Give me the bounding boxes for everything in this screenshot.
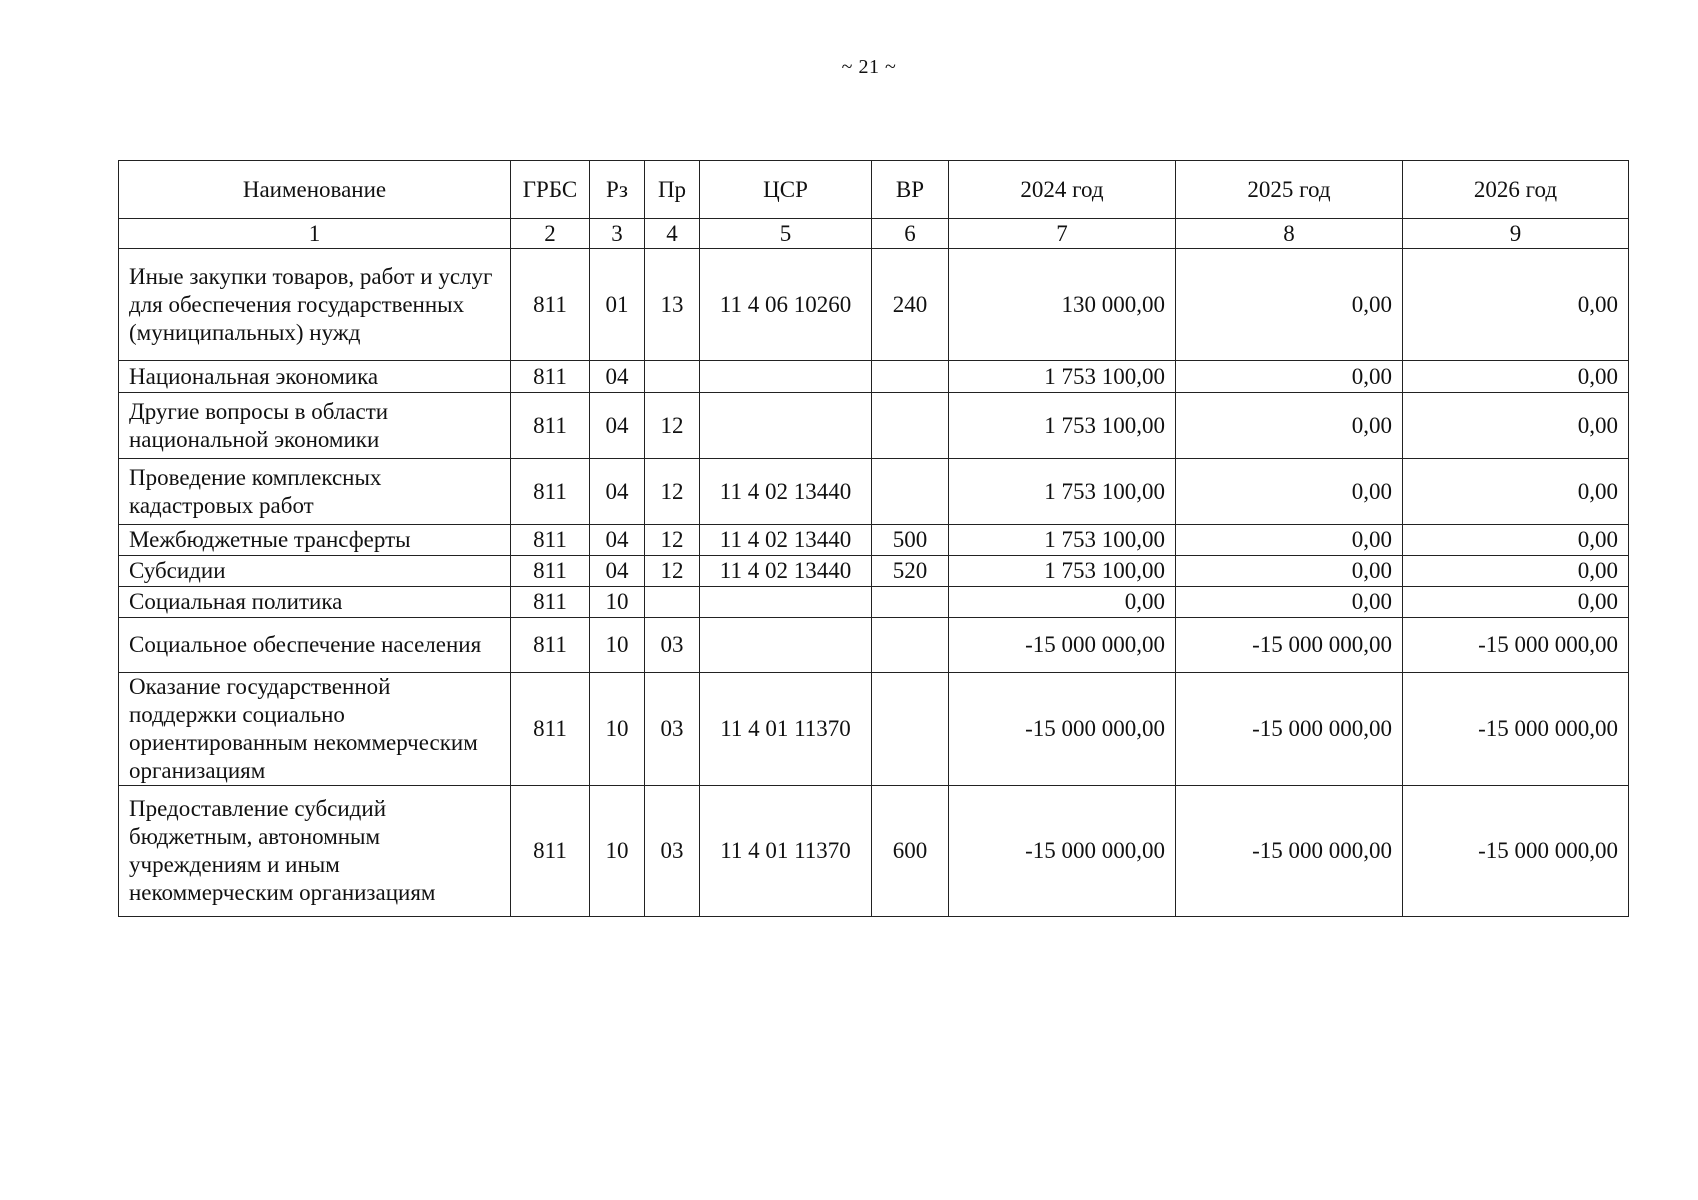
cell-amount-2025: 0,00 xyxy=(1176,459,1403,525)
cell-amount-2024: -15 000 000,00 xyxy=(949,786,1176,917)
cell-grbs: 811 xyxy=(511,673,590,786)
cell-pr: 12 xyxy=(645,393,700,459)
cell-amount-2025: 0,00 xyxy=(1176,249,1403,361)
column-number: 5 xyxy=(700,219,872,249)
cell-name: Иные закупки товаров, работ и услуг для обеспечения государственных (муниципальных) нужд xyxy=(119,249,511,361)
cell-grbs: 811 xyxy=(511,556,590,587)
cell-csr: 11 4 02 13440 xyxy=(700,556,872,587)
cell-amount-2024: 0,00 xyxy=(949,587,1176,618)
cell-grbs: 811 xyxy=(511,249,590,361)
cell-grbs: 811 xyxy=(511,525,590,556)
table-row xyxy=(119,618,1629,673)
column-number: 9 xyxy=(1403,219,1629,249)
cell-name: Социальная политика xyxy=(119,587,511,618)
header-rz: Рз xyxy=(590,161,645,219)
cell-amount-2026: -15 000 000,00 xyxy=(1403,673,1629,786)
cell-grbs: 811 xyxy=(511,361,590,393)
header-year-2025: 2025 год xyxy=(1176,161,1403,219)
cell-amount-2026: 0,00 xyxy=(1403,459,1629,525)
cell-amount-2026: -15 000 000,00 xyxy=(1403,618,1629,673)
cell-rz: 01 xyxy=(590,249,645,361)
header-pr: Пр xyxy=(645,161,700,219)
column-number: 2 xyxy=(511,219,590,249)
cell-name: Проведение комплексных кадастровых работ xyxy=(119,459,511,525)
cell-rz: 10 xyxy=(590,618,645,673)
cell-amount-2024: -15 000 000,00 xyxy=(949,618,1176,673)
cell-amount-2025: 0,00 xyxy=(1176,393,1403,459)
cell-csr xyxy=(700,393,872,459)
column-number-row xyxy=(119,219,1629,249)
column-number: 1 xyxy=(119,219,511,249)
cell-rz: 04 xyxy=(590,393,645,459)
column-number: 7 xyxy=(949,219,1176,249)
cell-pr: 12 xyxy=(645,459,700,525)
budget-table xyxy=(118,160,1629,917)
cell-amount-2026: -15 000 000,00 xyxy=(1403,786,1629,917)
cell-amount-2026: 0,00 xyxy=(1403,249,1629,361)
cell-csr xyxy=(700,618,872,673)
cell-pr xyxy=(645,361,700,393)
cell-vr: 500 xyxy=(872,525,949,556)
cell-amount-2025: 0,00 xyxy=(1176,525,1403,556)
cell-vr: 600 xyxy=(872,786,949,917)
cell-amount-2025: -15 000 000,00 xyxy=(1176,618,1403,673)
header-csr: ЦСР xyxy=(700,161,872,219)
table-row xyxy=(119,459,1629,525)
table-row xyxy=(119,361,1629,393)
cell-pr: 13 xyxy=(645,249,700,361)
cell-vr xyxy=(872,393,949,459)
table-row xyxy=(119,525,1629,556)
header-row xyxy=(119,161,1629,219)
column-number: 6 xyxy=(872,219,949,249)
cell-csr: 11 4 01 11370 xyxy=(700,786,872,917)
cell-amount-2025: -15 000 000,00 xyxy=(1176,786,1403,917)
cell-amount-2025: 0,00 xyxy=(1176,556,1403,587)
cell-amount-2024: 1 753 100,00 xyxy=(949,361,1176,393)
table-row xyxy=(119,786,1629,917)
cell-rz: 10 xyxy=(590,786,645,917)
cell-rz: 10 xyxy=(590,673,645,786)
cell-amount-2026: 0,00 xyxy=(1403,525,1629,556)
cell-vr xyxy=(872,673,949,786)
cell-rz: 10 xyxy=(590,587,645,618)
cell-grbs: 811 xyxy=(511,618,590,673)
cell-csr: 11 4 02 13440 xyxy=(700,459,872,525)
cell-rz: 04 xyxy=(590,361,645,393)
table-row xyxy=(119,393,1629,459)
cell-pr: 03 xyxy=(645,786,700,917)
cell-grbs: 811 xyxy=(511,393,590,459)
header-vr: ВР xyxy=(872,161,949,219)
cell-pr: 12 xyxy=(645,556,700,587)
cell-vr xyxy=(872,361,949,393)
table-row xyxy=(119,249,1629,361)
cell-amount-2024: 1 753 100,00 xyxy=(949,525,1176,556)
cell-csr: 11 4 01 11370 xyxy=(700,673,872,786)
table-row xyxy=(119,587,1629,618)
cell-grbs: 811 xyxy=(511,786,590,917)
cell-rz: 04 xyxy=(590,556,645,587)
cell-vr xyxy=(872,618,949,673)
header-grbs: ГРБС xyxy=(511,161,590,219)
cell-csr xyxy=(700,587,872,618)
cell-name: Оказание государственной поддержки социально ориентированным некоммерческим организациям xyxy=(119,673,511,786)
column-number: 3 xyxy=(590,219,645,249)
cell-name: Социальное обеспечение населения xyxy=(119,618,511,673)
cell-vr xyxy=(872,587,949,618)
header-year-2024: 2024 год xyxy=(949,161,1176,219)
column-number: 4 xyxy=(645,219,700,249)
cell-pr: 12 xyxy=(645,525,700,556)
cell-amount-2025: -15 000 000,00 xyxy=(1176,673,1403,786)
cell-name: Межбюджетные трансферты xyxy=(119,525,511,556)
cell-amount-2024: 1 753 100,00 xyxy=(949,556,1176,587)
cell-vr xyxy=(872,459,949,525)
cell-amount-2026: 0,00 xyxy=(1403,361,1629,393)
cell-amount-2026: 0,00 xyxy=(1403,393,1629,459)
cell-name: Субсидии xyxy=(119,556,511,587)
cell-name: Другие вопросы в области национальной экономики xyxy=(119,393,511,459)
cell-amount-2025: 0,00 xyxy=(1176,361,1403,393)
cell-csr: 11 4 06 10260 xyxy=(700,249,872,361)
header-year-2026: 2026 год xyxy=(1403,161,1629,219)
table-row xyxy=(119,556,1629,587)
header-name: Наименование xyxy=(119,161,511,219)
column-number: 8 xyxy=(1176,219,1403,249)
cell-pr: 03 xyxy=(645,618,700,673)
cell-amount-2026: 0,00 xyxy=(1403,556,1629,587)
cell-pr xyxy=(645,587,700,618)
page-number: ~ 21 ~ xyxy=(841,56,897,78)
cell-name: Национальная экономика xyxy=(119,361,511,393)
cell-amount-2024: -15 000 000,00 xyxy=(949,673,1176,786)
cell-vr: 520 xyxy=(872,556,949,587)
table-row xyxy=(119,673,1629,786)
cell-grbs: 811 xyxy=(511,587,590,618)
cell-csr xyxy=(700,361,872,393)
cell-amount-2024: 130 000,00 xyxy=(949,249,1176,361)
cell-amount-2026: 0,00 xyxy=(1403,587,1629,618)
cell-vr: 240 xyxy=(872,249,949,361)
cell-csr: 11 4 02 13440 xyxy=(700,525,872,556)
cell-pr: 03 xyxy=(645,673,700,786)
cell-grbs: 811 xyxy=(511,459,590,525)
cell-rz: 04 xyxy=(590,459,645,525)
cell-amount-2024: 1 753 100,00 xyxy=(949,459,1176,525)
cell-name: Предоставление субсидий бюджетным, автономным учреждениям и иным некоммерческим организациям xyxy=(119,786,511,917)
cell-amount-2024: 1 753 100,00 xyxy=(949,393,1176,459)
cell-amount-2025: 0,00 xyxy=(1176,587,1403,618)
cell-rz: 04 xyxy=(590,525,645,556)
